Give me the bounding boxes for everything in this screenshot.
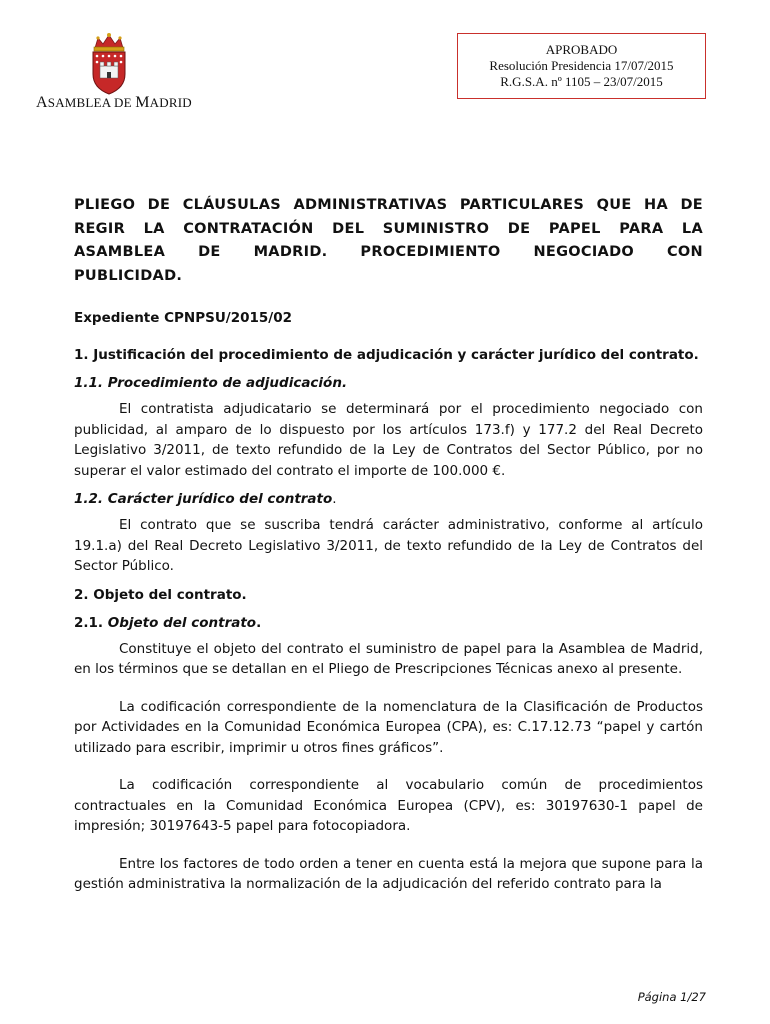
document-title: PLIEGO DE CLÁUSULAS ADMINISTRATIVAS PARTICULARES QUE HA DE REGIR LA CONTRATACIÓN DEL SUMINISTRO DE PAPEL PARA LA ASAMBLEA DE MADRID. PROCEDIMIENTO NEGOCIADO CON PUBLICIDAD.	[74, 197, 703, 284]
paragraph-cpa-code: La codificación correspondiente de la nomenclatura de la Clasificación de Productos por Actividades en la Comunidad Económica Europea (CPA), es: C.17.12.73 “papel y cartón utilizado para escribir, imprimir u otros fines gráficos”.	[74, 698, 703, 756]
stamp-line-registry: R.G.S.A. nº 1105 – 23/07/2015	[500, 74, 663, 89]
file-reference: Expediente CPNPSU/2015/02	[74, 310, 293, 326]
paragraph-factors: Entre los factores de todo orden a tener en cuenta está la mejora que supone para la gestión administrativa la normalización de la adjudicación del referido contrato para la	[74, 855, 703, 892]
section-1-2-heading: 1.2. Carácter jurídico del contrato.	[74, 491, 337, 507]
paragraph-procedure: El contratista adjudicatario se determinará por el procedimiento negociado con publicidad, al amparo de lo dispuesto por los artículos 173.f) y 177.2 del Real Decreto Legislativo 3/2011, de texto refundido de la Ley de Contratos del Sector Público, por no superar el valor estimado del contrato el importe de 100.000 €.	[74, 401, 703, 479]
paragraph-legal-nature: El contrato que se suscriba tendrá carácter administrativo, conforme al artículo 19.1.a) del Real Decreto Legislativo 3/2011, de texto refundido de la Ley de Contratos del Sector Público.	[74, 517, 703, 574]
paragraph-object: Constituye el objeto del contrato el suministro de papel para la Asamblea de Madrid, en los términos que se detallan en el Pliego de Prescripciones Técnicas anexo al presente.	[74, 640, 703, 677]
section-2-1-heading: 2.1. Objeto del contrato.	[74, 614, 262, 631]
approval-stamp	[457, 33, 706, 99]
paragraph-cpv-code: La codificación correspondiente al vocabulario común de procedimientos contractuales en la Comunidad Económica Europea (CPV), es: 30197630-1 papel de impresión; 30197643-5 papel para fotocopiadora.	[74, 777, 703, 834]
section-1-heading: 1. Justificación del procedimiento de adjudicación y carácter jurídico del contrato.	[74, 347, 699, 363]
madrid-assembly-crest-icon	[86, 32, 132, 96]
document-body	[74, 194, 703, 895]
organization-name: ASAMBLEA DE MADRID	[36, 94, 192, 111]
section-1-1-heading: 1.1. Procedimiento de adjudicación.	[74, 375, 348, 391]
stamp-line-resolution: Resolución Presidencia 17/07/2015	[489, 58, 674, 73]
page-number: Página 1/27	[637, 990, 706, 1004]
section-2-heading: 2. Objeto del contrato.	[74, 586, 247, 603]
organization-logo	[36, 32, 206, 96]
stamp-line-approved: APROBADO	[545, 42, 618, 57]
